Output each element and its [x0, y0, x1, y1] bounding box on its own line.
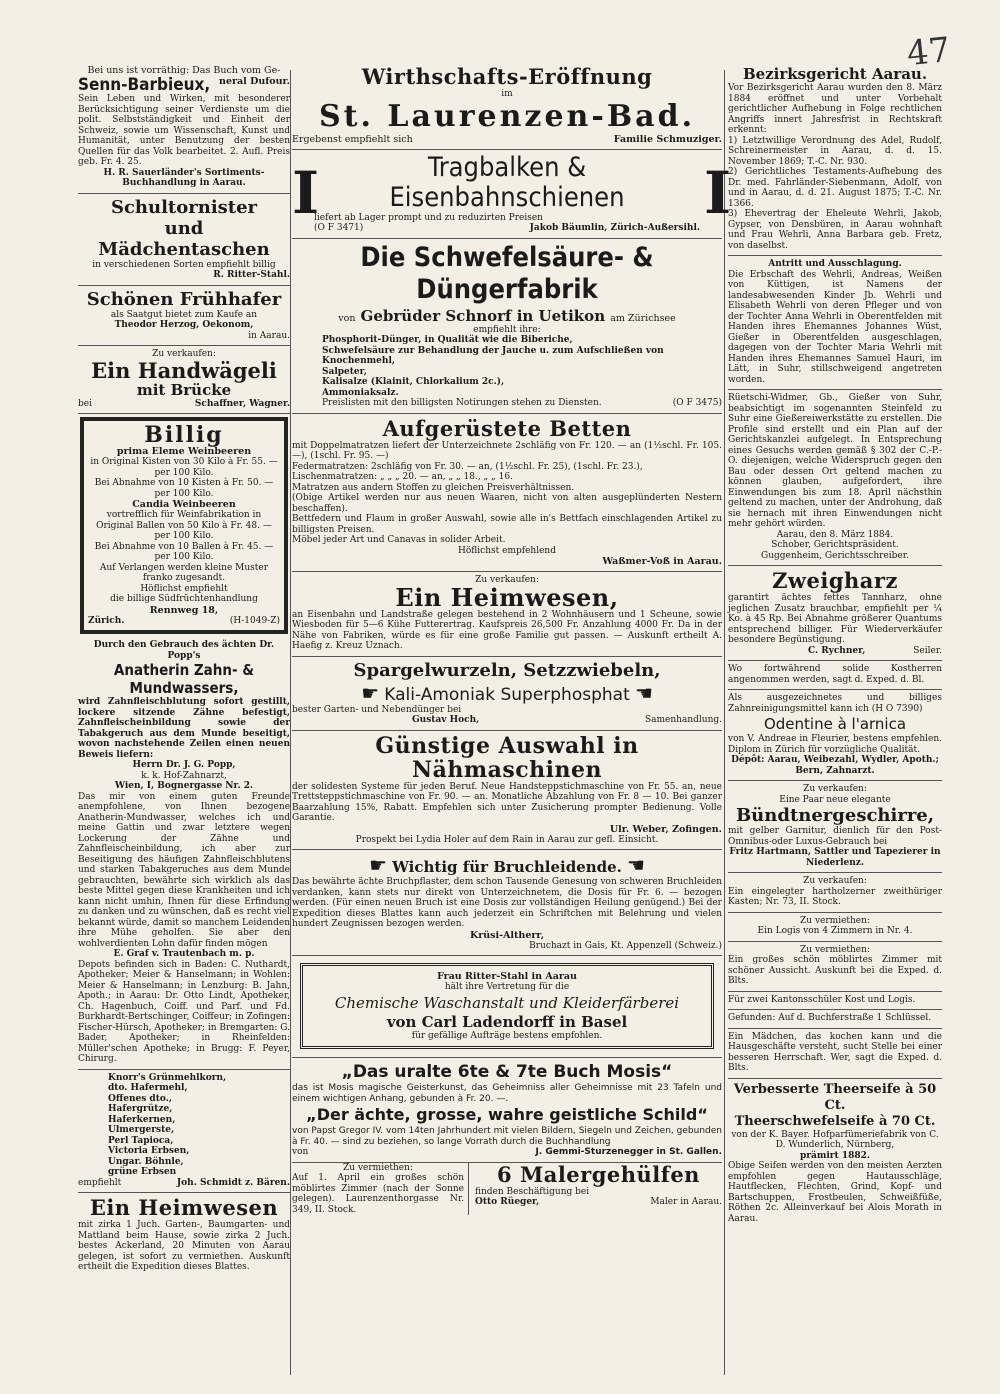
spargel-sub: Kali-Amoniak Superphosphat	[384, 684, 630, 705]
bruch-signer: Krüsi-Altherr,	[469, 929, 544, 941]
antritt-head: Antritt und Ausschlagung.	[768, 259, 902, 269]
barbieux-body: Sein Leben und Wirken, mit besonderer Berücksichtigung seiner Verdienste um die polit. Selbstständigkeit und Einheit der Schweiz, sowie um Wissenschaft, Kunst und Humanität, unter Benutzung der besten Quellen für das Volk bearbeitet. 2. Aufl. Preis geb. Fr. 4. 25.	[78, 94, 290, 167]
anatherin-sig: E. Graf v. Trautenbach m. p.	[113, 949, 255, 959]
ad-seife	[728, 1079, 942, 1229]
anatherin-depots: Depots befinden sich in Baden: C. Nuthardt, Apotheker; Meier & Hanselmann; in Wohlen: Meier & Hanselmann; in Lenzburg: B. Jahn, Apoth.; in Aarau: Dr. Otto Lindt, Apotheker, Ch. Hagenbuch, Coiff. und Parf. und Fd. Burkhardt-Bertschinger, Coiffeur; in Zofingen: Fischer-Hürsch, Apotheker; in Bremgarten: G. Bader, Apotheker; in Rheinfelden: Müller'schen Apotheke; in Brugg: F. Peyer, Chirurg.	[78, 959, 290, 1064]
ad-kasten	[728, 873, 942, 913]
anatherin-body2: Das mir von einem guten Freunde anempfohlene, von Ihnen bezogene Anatherin-Mundwasser, welches ich und meine Gattin und zwar letztere wegen Lockerung der Zähne und Zahnfleischeinbildung, ich aber zur Beseitigung des häufigen Zahnfleischblutens und starken Tabakgeruches aus dem Munde gebrauchten, bewährte sich wirklich als das beste Mittel gegen diese Krankheiten und ich kann nicht umhin, Ihnen für diese Erfindung zu danken und zu wünschen, daß es recht viel bekannt würde, damit so manchem Leidenden ihre Mühe geholfen. Sie aber den wohlverdienten Lohn dafür finden mögen	[78, 791, 290, 949]
betten-signer: Waßmer-Voß in Aarau.	[602, 556, 722, 567]
zweigharz-signer2: Seiler.	[913, 645, 942, 656]
pointing-hand-right-icon: ☛	[634, 680, 653, 705]
fruehhafer-place: in Aarau.	[248, 330, 290, 341]
ad-kostherren	[728, 661, 942, 690]
ad-logis	[728, 913, 942, 942]
ad-fruehhafer	[78, 286, 290, 347]
ad-wirthschaft	[292, 62, 722, 150]
billig-l6: Bei Abnahme von 10 Ballen à Fr. 45. — per 100 Kilo.	[94, 541, 274, 562]
ad-billig	[80, 417, 288, 634]
left-column	[78, 62, 290, 1277]
fruehhafer-body: als Saatgut bietet zum Kaufe an	[110, 309, 258, 320]
billig-l9: die billige Südfrüchtenhandlung	[110, 594, 258, 604]
knorr-item: Ulmergerste,	[108, 1125, 175, 1135]
fruehhafer-signer: Theodor Herzog, Oekonom,	[114, 320, 254, 330]
handwaegeli-sub: mit Brücke	[136, 380, 232, 399]
wirth-im: im	[501, 89, 513, 99]
ritter-l4: von Carl Ladendorff in Basel	[386, 1012, 628, 1031]
knorr-list	[78, 1073, 290, 1178]
seife-title1: Verbesserte Theerseife à 50 Ct.	[733, 1081, 937, 1113]
ad-odentine	[728, 690, 942, 781]
heimwesen-body: an Eisenbahn und Landstraße gelegen bestehend in 2 Wohnhäusern und 1 Scheune, sowie Wiesboden für 5—6 Kühe Futterertrag. Kaufspreis 26,500 Fr. Anzahlung 4000 Fr. Da in der Nähe von Fabriken, würde es für eine große Familie gut passen. — Auskunft ertheilt A. Haefig z. Kreuz Uznach.	[292, 609, 722, 651]
billig-l11: Zürich.	[88, 615, 125, 626]
ruetsch-sig2: Guggenheim, Gerichtsschreiber.	[761, 550, 909, 561]
schwefel-item: Schwefelsäure zur Behandlung der Jauche u. zum Aufschließen von Knochenmehl,	[322, 345, 664, 366]
knorr-item: dto. Hafermehl,	[108, 1083, 188, 1093]
ad-mosis	[292, 1058, 722, 1163]
ad-maedchen	[728, 1029, 942, 1079]
seife-l2: prämirt 1882.	[799, 1150, 871, 1161]
anatherin-addressee: Herrn Dr. J. G. Popp,	[132, 760, 236, 770]
naeh-body: der solidesten Systeme für jeden Beruf. Neue Handsteppstichmaschine von Fr. 55. an, neue Trettsteppstichmaschine von Fr. 90. — an. Monatliche Abzahlung von Fr. 8 — 10. Bei ganzer Baarzahlung 15%, Rabatt. Empfehlen sich unter Zusicherung prompter Bedienung. Volle Garantie.	[292, 781, 722, 823]
trag-line1: liefert ab Lager prompt und zu reduzirten Preisen	[314, 212, 543, 223]
ad-betten	[292, 414, 722, 573]
knorr-footer: Joh. Schmidt z. Bären.	[176, 1177, 290, 1188]
column-divider-right	[724, 70, 725, 1375]
knorr-footer-pre: empfiehlt	[78, 1177, 122, 1188]
seife-l1: von der K. Bayer. Hofparfümeriefabrik von C. D. Wunderlich, Nürnberg,	[731, 1129, 939, 1150]
schwefel-footer: Preislisten mit den billigsten Notirungen stehen zu Diensten.	[322, 398, 602, 408]
gericht-title: Bezirksgericht Aarau.	[742, 65, 928, 83]
knorr-item: grüne Erbsen	[108, 1167, 177, 1177]
ad-schwefelsaeure	[292, 239, 722, 414]
betten-hoefl: Höflichst empfehlend	[458, 545, 556, 556]
schul-title1: Schultornister	[110, 196, 258, 218]
fruehhafer-title: Schönen Frühhafer	[86, 288, 282, 310]
barbieux-title: Senn-Barbieux,	[78, 75, 211, 95]
handwaegeli-signer: Schaffner, Wagner.	[194, 398, 290, 409]
ad-maler	[469, 1163, 722, 1216]
column-divider-left	[290, 70, 291, 1375]
gefunden-body: Gefunden: Auf d. Buchferstraße 1 Schlüssel.	[728, 1013, 932, 1023]
schul-signer: R. Ritter-Stahl.	[213, 270, 290, 280]
ad-zweigharz	[728, 566, 942, 661]
trag-i-left: I	[292, 159, 320, 227]
buendtner-body: mit gelber Garnitur, dienlich für den Post-Omnibus-oder Luxus-Gebrauch bei	[728, 826, 942, 847]
antritt-body: Die Erbschaft des Wehrli, Andreas, Weißen von Küttigen, ist Namens der landesabwesenden Kinder Jb. Wehrli und Elisabeth Wehrli von deren Pfleger und von der Tochter Anna Wehrli in Oberentfelden mit Handen ihres Ehemannes Johannes Wüst, Gießer in Oberentfelden ausgeschlagen, dagegen von der Tochter Maria Wehrli mit Handen ihres Ehemannes Samuel Hauri, im Lätt, in Suhr, stillschweigend angetreten worden.	[728, 269, 942, 385]
ad-kantonsschueler	[728, 992, 942, 1011]
ad-tragbalken	[292, 150, 732, 239]
middle-column	[292, 62, 732, 1215]
kost-body: Wo fortwährend solide Kostherren angenommen werden, sagt d. Exped. d. Bl.	[728, 664, 942, 685]
billig-l8: Höflichst empfiehlt	[140, 583, 228, 594]
logis-body: Ein Logis von 4 Zimmern in Nr. 4.	[757, 926, 913, 936]
bruch-signer2: Bruchazt in Gais, Kt. Appenzell (Schweiz.)	[529, 940, 722, 951]
zweigharz-signer: C. Rychner,	[808, 645, 866, 656]
handwaegeli-bei: bei	[78, 398, 92, 409]
ad-antritt	[728, 256, 942, 390]
handwaegeli-title: Ein Handwägeli	[91, 357, 277, 383]
betten-title: Aufgerüstete Betten	[382, 415, 632, 441]
spargel-signer2: Samenhandlung.	[644, 715, 722, 725]
schwefel-item: Phosphorit-Dünger, in Qualität wie die Biberiche,	[322, 335, 573, 345]
ad-heimwesen	[292, 572, 722, 657]
bruch-body: Das bewährte ächte Bruchpflaster, dem schon Tausende Genesung von schweren Bruchleiden verdanken, kann stets nur direkt von Unterzeichnetem, die Dosis für Fr. 6. — bezogen werden. (Für einen neuen Bruch ist eine Dosis zur vollständigen Heilung genügend.) Bei der Expedition dieses Blattes kann auch jederzeit ein Schriftchen mit Belehrung und vielen hundert Zeugnissen bezogen werden.	[292, 877, 722, 929]
anatherin-intro: Durch den Gebrauch des ächten Dr. Popp's	[93, 640, 275, 661]
zimmer-head: Zu vermiethen:	[343, 1162, 413, 1173]
zimmer2-body: Ein großes schön möblirtes Zimmer mit schöner Aussicht. Auskunft bei die Exped. d. Blts.	[728, 955, 942, 986]
ad-knorr	[78, 1070, 290, 1194]
knorr-item: Victoria Erbsen,	[108, 1146, 190, 1156]
mosis-body: das ist Mosis magische Geisterkunst, das Geheimniss aller Geheimnisse mit 23 Tafeln und einem wichtigen Anhang, gebunden à Fr. 20. —.	[292, 1083, 722, 1104]
mosis-title: „Das uralte 6te & 7te Buch Mosis“	[341, 1062, 673, 1082]
kasten-head: Zu verkaufen:	[803, 876, 867, 886]
naeh-signer: Ulr. Weber, Zofingen.	[609, 823, 722, 835]
odentine-intro: Als ausgezeichnetes und billiges Zahnreinigungsmittel kann ich (H O 7390)	[728, 693, 942, 714]
seife-title2: Theerschwefelseife à 70 Ct.	[734, 1113, 936, 1129]
schwefel-list	[292, 335, 722, 398]
billig-l1: prima Eleme Weinbeeren	[116, 446, 252, 457]
ad-bezirksgericht	[728, 62, 942, 256]
ruetsch-sig1: Schober, Gerichtspräsident.	[771, 540, 899, 550]
schul-title2: und Mädchentaschen	[98, 217, 270, 260]
knorr-item: Hafergrütze,	[108, 1104, 173, 1114]
billig-l3: Bei Abnahme von 10 Kisten à Fr. 50. — per 100 Kilo.	[94, 478, 274, 499]
anatherin-addr2: k. k. Hof-Zahnarzt,	[141, 770, 227, 781]
odentine-body: von V. Andreae in Fleurier, bestens empfehlen. Diplom in Zürich für vorzügliche Qualität.	[728, 734, 942, 755]
mosis-signer: J. Gemmi-Sturzenegger in St. Gallen.	[535, 1147, 722, 1157]
knorr-item: Haferkernen,	[108, 1114, 176, 1125]
billig-l4: Candia Weinbeeren	[132, 499, 236, 510]
ad-heimwesen-left	[78, 1193, 290, 1277]
mosis-von: von	[292, 1147, 309, 1157]
odentine-title: Odentine à l'arnica	[763, 715, 907, 733]
ritter-l5: für gefällige Aufträge bestens empfohlen.	[411, 1030, 603, 1041]
handwaegeli-head: Zu verkaufen:	[152, 349, 216, 359]
barbieux-title2: neral Dufour.	[219, 76, 290, 87]
anatherin-addr3: Wien, I, Bognergasse Nr. 2.	[114, 781, 254, 791]
maler-title: 6 Malergehülfen	[497, 1161, 700, 1187]
ad-spargel	[292, 657, 722, 731]
kasten-body: Ein eingelegter hartholzerner zweithüriger Kasten; Nr. 73, II. Stock.	[728, 886, 942, 907]
schwefel-sub-post: am Zürichsee	[610, 312, 676, 324]
buendtner-title: Bündtnergeschirre,	[735, 805, 935, 826]
gericht-body: Vor Bezirksgericht Aarau wurden den 8. März 1884 eröffnet und unter Vorbehalt gerichtlicher Aufhebung in Folge rechtlichen Angriffs innert Jahresfrist in Rechtskraft erkennt: 1) Letztwillige Verordnung des Adel, Rudolf, Schreinermeister in Aarau, d. d. 15. November 1869; T.-C. Nr. 930. 2) Gerichtliches Testaments-Aufhebung des Dr. med. Fahrländer-Siebenmann, Adolf, von und in Aarau, d. d. 21. August 1875; T.-C. Nr. 1366. 3) Ehevertrag der Eheleute Wehrli, Jakob, Gypser, von Densbüren, in Aarau wohnhaft und Frau Wehrli, Anna Barbara geb. Fretz, von daselbst.	[728, 83, 942, 251]
maler-body: finden Beschäftigung bei	[475, 1186, 590, 1197]
seife-body: Obige Seifen werden von den meisten Aerzten empfohlen gegen Hautausschläge, Hautflecken, Flechten, Grind, Kopf- und Bartschuppen, Frostbeulen, Schweißfüße, Röthen 2c. Alleinverkauf bei Alois Morath in Aarau.	[728, 1161, 942, 1224]
handwritten-page-number: 47	[904, 29, 952, 75]
ad-zimmer2	[728, 942, 942, 992]
spargel-title: Spargelwurzeln, Setzzwiebeln,	[353, 659, 661, 681]
right-column	[728, 62, 942, 1228]
maedchen-body: Ein Mädchen, das kochen kann und die Hausgeschäfte versteht, sucht Stelle bei einer besseren Herrschaft. Wer, sagt die Exped. d. Blts.	[728, 1031, 942, 1073]
zimmer-body: Auf 1. April ein großes schön möblirtes Zimmer (nach der Sonne gelegen). Laurenzenthorgasse Nr. 349, II. Stock.	[292, 1173, 464, 1215]
ruetsch-date: Aarau, den 8. März 1884.	[776, 529, 894, 540]
bruch-title: Wichtig für Bruchleidende.	[392, 858, 622, 876]
schwefel-empf: empfiehlt ihre:	[473, 324, 541, 335]
buendtner-l1: Eine Paar neue elegante	[779, 794, 891, 805]
billig-l2: in Original Kisten von 30 Kilo à Fr. 55. — per 100 Kilo.	[90, 457, 278, 478]
anatherin-body1: wird Zahnfleischblutung sofort gestillt, lockere sitzende Zähne befestigt, Zahnfleischeinbildung sowie der Tabakgeruch aus dem Munde beseitigt, wovon nachstehende Zeilen einen neuen Beweis liefern:	[78, 697, 290, 760]
mosis-body2: von Papst Gregor IV. vom 14ten Jahrhundert mit vielen Bildern, Siegeln und Zeichen, gebunden à Fr. 40. — sind zu beziehen, so lange Vorrath durch die Buchhandlung	[292, 1126, 722, 1147]
billig-l7: Auf Verlangen werden kleine Muster franko zugesandt.	[99, 562, 269, 583]
spargel-signer: Gustav Hoch,	[412, 715, 480, 725]
ad-handwaegeli	[78, 346, 290, 414]
schwefel-item: Ammoniaksalz.	[322, 387, 399, 398]
ad-bruch	[292, 850, 722, 956]
barbieux-intro: Bei uns ist vorräthig: Das Buch vom Ge-	[87, 65, 281, 76]
wirth-title: Wirthschafts-Eröffnung	[361, 64, 653, 89]
wirth-place: St. Laurenzen-Bad.	[318, 98, 696, 134]
heimwesen2-title: Ein Heimwesen	[89, 1195, 279, 1220]
kantonsschueler-body: Für zwei Kantonsschüler Kost und Logis.	[728, 994, 916, 1005]
buendtner-head: Zu verkaufen:	[803, 784, 867, 794]
ad-buendtner	[728, 781, 942, 873]
ad-naehmaschinen	[292, 731, 722, 851]
pointing-hand-left-icon: ☛	[361, 680, 380, 705]
pointing-hand-right-icon: ☛	[627, 853, 645, 877]
ad-anatherin	[78, 637, 290, 1070]
zweigharz-title: Zweigharz	[772, 568, 898, 593]
schwefel-sub: Gebrüder Schnorf in Uetikon	[360, 306, 606, 325]
ad-gefunden	[728, 1010, 942, 1029]
betten-body: mit Doppelmatratzen liefert der Unterzeichnete 2schläfig von Fr. 120. — an (1½schl. Fr. 105. —), (1schl. Fr. 95. —) Federmatratzen: 2schläfig von Fr. 30. — an, (1½schl. Fr. 25), (1schl. Fr. 23.), Lischenmatratzen: „ „ „ 20. — an, „ „ 18., „ „ 16. Matratzen aus andern Stoffen zu gleichen Preisverhältnissen. (Obige Artikel werden nur aus neuen Waaren, nicht von alten ausgeplünderten Nestern beschaffen). Bettfedern und Flaum in großer Auswahl, sowie alle in's Bettfach einschlagenden Artikel zu billigsten Preisen. Möbel jeder Art und Canavas in solider Arbeit.	[292, 440, 722, 545]
schwefel-item: Kalisalze (Klainit, Chlorkalium 2c.),	[322, 377, 505, 387]
buendtner-signer: Fritz Hartmann, Sattler und Tapezierer in Niederlenz.	[729, 847, 941, 868]
heimwesen-head: Zu verkaufen:	[475, 575, 539, 585]
logis-head: Zu vermiethen:	[800, 915, 870, 926]
ad-ritter	[292, 956, 722, 1058]
trag-i-right: I	[704, 159, 732, 227]
wirth-left: Ergebenst empfiehlt sich	[292, 133, 413, 145]
ad-ruetschi	[728, 390, 942, 566]
schul-body: in verschiedenen Sorten empfiehlt billig	[92, 259, 276, 270]
schwefel-sub-pre: von	[338, 312, 356, 324]
trag-title: Tragbalken & Eisenbahnschienen	[389, 151, 625, 213]
naeh-prospekt: Prospekt bei Lydia Holer auf dem Rain in Aarau zur gefl. Einsicht.	[355, 834, 659, 845]
maler-signer: Otto Rüeger,	[475, 1197, 540, 1207]
ad-barbieux	[78, 62, 290, 194]
odentine-depot: Dépôt: Aarau, Weibezahl, Wydler, Apoth.; Bern, Zahnarzt.	[731, 755, 939, 776]
anatherin-title: Anatherin Zahn- & Mundwassers,	[113, 661, 255, 697]
billig-l5: vortrefflich für Weinfabrikation in Original Ballen von 50 Kilo à Fr. 48. — per 100 Kilo.	[96, 510, 272, 541]
ad-schultornister	[78, 194, 290, 286]
mosis-title2: „Der ächte, grosse, wahre geistliche Schild“	[306, 1105, 708, 1124]
heimwesen2-body: mit zirka 1 Juch. Garten-, Baumgarten- und Mattland beim Hause, sowie zirka 2 Juch. bestes Ackerland, 20 Minuten von Aarau gelegen, ist sofort zu vermiethen. Auskunft ertheilt die Expedition dieses Blattes.	[78, 1220, 290, 1272]
schwefel-code: (O F 3475)	[672, 398, 722, 408]
ruetsch-body: Rüetschi-Widmer, Gb., Gießer von Suhr, beabsichtigt im sogenannten Steinfeld zu Suhr eine Gießereiwerkstätte zu erstellen. Die Profile sind erstellt und ein Plan auf der Gerichtskanzlei aufgelegt. In Entsprechung eines Gesuchs werden gemäß § 302 der C.-P.-O. diejenigen, welche Widerspruch gegen den Bau oder dessen Ort geltend machen zu können glauben, aufgefordert, ihre Einwendungen bis zum 18. April nächsthin geltend zu machen, unter der Androhung, daß sie hernach mit ihren Einwendungen nicht mehr gehört würden.	[728, 393, 942, 529]
maler-signer2: Maler in Aarau.	[650, 1197, 722, 1207]
naeh-title: Günstige Auswahl in Nähmaschinen	[375, 732, 639, 783]
zimmer2-head: Zu vermiethen:	[800, 944, 870, 955]
ritter-l2: hält ihre Vertretung für die	[444, 982, 570, 992]
billig-l12: (H-1049-Z)	[229, 615, 280, 626]
billig-l10: Rennweg 18,	[149, 604, 219, 616]
trag-code: (O F 3471)	[314, 223, 364, 233]
trag-signer: Jakob Bäumlin, Zürich-Außersihl.	[529, 223, 700, 233]
barbieux-publisher: H. R. Sauerländer's Sortiments-Buchhandlung in Aarau.	[103, 167, 265, 188]
ad-row-bottom	[292, 1163, 722, 1216]
heimwesen-title: Ein Heimwesen,	[395, 582, 619, 612]
billig-title: Billig	[144, 422, 224, 448]
ritter-l1: Frau Ritter-Stahl in Aarau	[437, 971, 577, 982]
zweigharz-body: garantirt ächtes fettes Tannharz, ohne jeglichen Zusatz brauchbar, empfiehlt per ¼ Ko. à 45 Rp. Bei Abnahme größerer Quantums entsprechend billiger. Für Wiederverkäufer besondere Begünstigung.	[728, 593, 942, 645]
knorr-item: Offenes dto.,	[108, 1093, 172, 1104]
schwefel-item: Salpeter,	[322, 366, 367, 377]
spargel-l1: bester Garten- und Nebendünger bei	[292, 704, 462, 715]
schwefel-title: Die Schwefelsäure- & Düngerfabrik	[360, 241, 654, 305]
pointing-hand-left-icon: ☛	[369, 853, 387, 877]
knorr-item: Knorr's Grünmehlkorn,	[108, 1072, 227, 1083]
ritter-l3: Chemische Waschanstalt und Kleiderfärberei	[334, 993, 680, 1012]
ad-zimmer	[292, 1163, 469, 1216]
wirth-right: Familie Schmuziger.	[613, 133, 722, 145]
knorr-item: Perl Tapioca,	[108, 1135, 174, 1146]
knorr-item: Ungar. Böhnle,	[108, 1156, 184, 1167]
